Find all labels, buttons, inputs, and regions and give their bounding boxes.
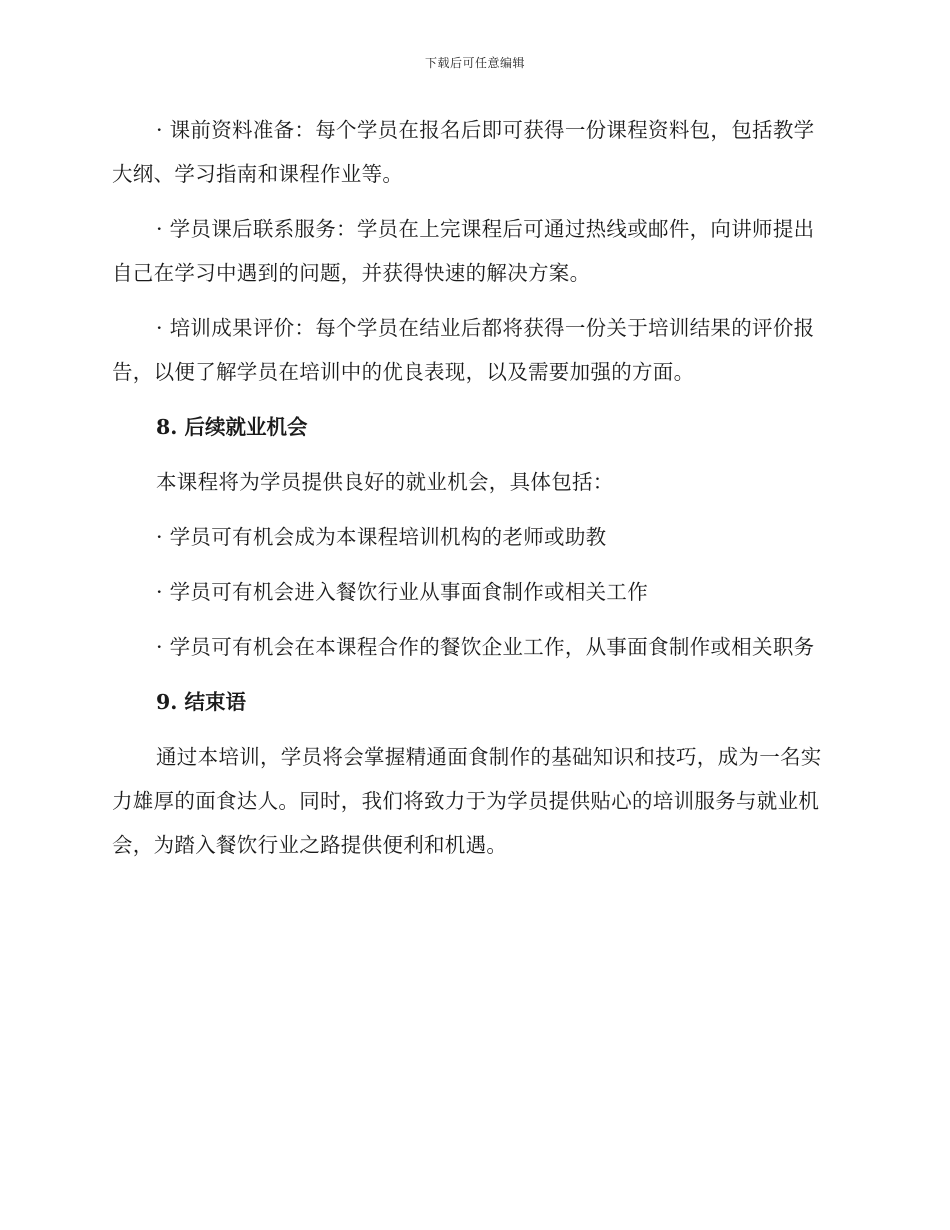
section-heading-employment: 8. 后续就业机会 [156, 415, 308, 439]
document-body [112, 108, 830, 878]
paragraph-training-evaluation: · 培训成果评价：每个学员在结业后都将获得一份关于培训结果的评价报告，以便了解学员在培训中的优良表现，以及需要加强的方面。 [112, 316, 815, 384]
paragraph-employment-catering: · 学员可有机会进入餐饮行业从事面食制作或相关工作 [156, 580, 649, 604]
section-heading-conclusion: 9. 结束语 [156, 690, 247, 714]
paragraph-conclusion: 通过本培训，学员将会掌握精通面食制作的基础知识和技巧，成为一名实力雄厚的面食达人。同时，我们将致力于为学员提供贴心的培训服务与就业机会，为踏入餐饮行业之路提供便利和机遇。 [112, 745, 822, 857]
page-header: 下载后可任意编辑 [424, 56, 525, 70]
paragraph-employment-intro: 本课程将为学员提供良好的就业机会，具体包括： [156, 470, 614, 494]
paragraph-course-materials: · 课前资料准备：每个学员在报名后即可获得一份课程资料包，包括教学大纲、学习指南和课程作业等。 [112, 118, 815, 186]
paragraph-employment-partner: · 学员可有机会在本课程合作的餐饮企业工作，从事面食制作或相关职务 [156, 635, 815, 659]
paragraph-employment-teacher: · 学员可有机会成为本课程培训机构的老师或助教 [156, 525, 607, 549]
paragraph-after-class-service: · 学员课后联系服务：学员在上完课程后可通过热线或邮件，向讲师提出自己在学习中遇到的问题，并获得快速的解决方案。 [112, 217, 815, 285]
